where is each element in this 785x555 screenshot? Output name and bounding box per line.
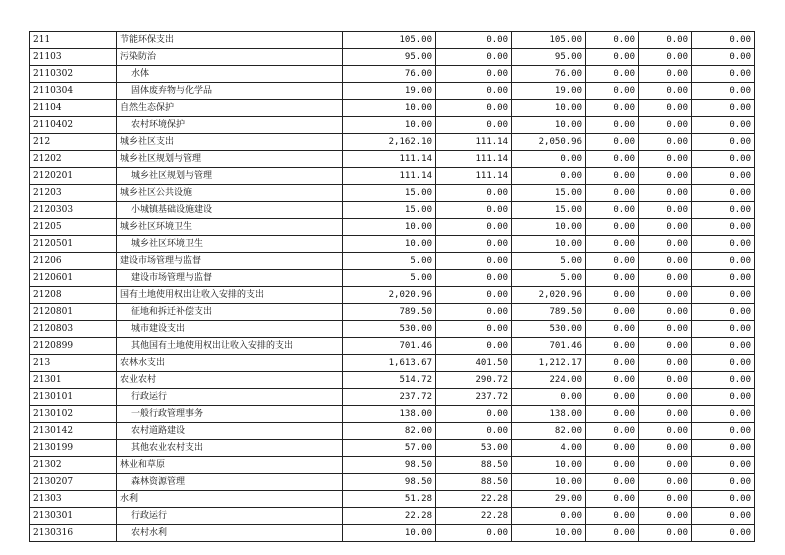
column-4-cell: 0.00 bbox=[586, 304, 639, 321]
column-5-cell: 0.00 bbox=[639, 423, 692, 440]
column-5-cell: 0.00 bbox=[639, 100, 692, 117]
project-expenditure-cell: 2,020.96 bbox=[512, 287, 586, 304]
account-code-cell: 21208 bbox=[30, 287, 117, 304]
table-body bbox=[30, 32, 755, 542]
project-expenditure-cell: 10.00 bbox=[512, 474, 586, 491]
total-amount-cell: 15.00 bbox=[343, 185, 436, 202]
total-amount-cell: 57.00 bbox=[343, 440, 436, 457]
table-row bbox=[30, 236, 755, 253]
table-row bbox=[30, 440, 755, 457]
account-name-cell: 林业和草原 bbox=[117, 457, 343, 474]
account-name-cell: 水利 bbox=[117, 491, 343, 508]
account-name-cell: 节能环保支出 bbox=[117, 32, 343, 49]
project-expenditure-cell: 4.00 bbox=[512, 440, 586, 457]
basic-expenditure-cell: 111.14 bbox=[436, 168, 512, 185]
account-code-cell: 2130101 bbox=[30, 389, 117, 406]
account-name-cell: 其他国有土地使用权出让收入安排的支出 bbox=[117, 338, 343, 355]
account-name-cell: 农业农村 bbox=[117, 372, 343, 389]
column-5-cell: 0.00 bbox=[639, 525, 692, 542]
column-6-cell: 0.00 bbox=[692, 491, 755, 508]
project-expenditure-cell: 530.00 bbox=[512, 321, 586, 338]
basic-expenditure-cell: 0.00 bbox=[436, 525, 512, 542]
column-5-cell: 0.00 bbox=[639, 117, 692, 134]
column-4-cell: 0.00 bbox=[586, 151, 639, 168]
project-expenditure-cell: 10.00 bbox=[512, 100, 586, 117]
project-expenditure-cell: 82.00 bbox=[512, 423, 586, 440]
basic-expenditure-cell: 0.00 bbox=[436, 236, 512, 253]
column-5-cell: 0.00 bbox=[639, 304, 692, 321]
basic-expenditure-cell: 290.72 bbox=[436, 372, 512, 389]
column-6-cell: 0.00 bbox=[692, 134, 755, 151]
project-expenditure-cell: 15.00 bbox=[512, 185, 586, 202]
project-expenditure-cell: 15.00 bbox=[512, 202, 586, 219]
column-6-cell: 0.00 bbox=[692, 32, 755, 49]
project-expenditure-cell: 19.00 bbox=[512, 83, 586, 100]
basic-expenditure-cell: 0.00 bbox=[436, 100, 512, 117]
total-amount-cell: 701.46 bbox=[343, 338, 436, 355]
basic-expenditure-cell: 237.72 bbox=[436, 389, 512, 406]
account-name-cell: 城市建设支出 bbox=[117, 321, 343, 338]
account-name-cell: 城乡社区规划与管理 bbox=[117, 151, 343, 168]
project-expenditure-cell: 138.00 bbox=[512, 406, 586, 423]
account-code-cell: 213 bbox=[30, 355, 117, 372]
account-code-cell: 21103 bbox=[30, 49, 117, 66]
total-amount-cell: 51.28 bbox=[343, 491, 436, 508]
table-row bbox=[30, 49, 755, 66]
column-5-cell: 0.00 bbox=[639, 440, 692, 457]
account-code-cell: 2130316 bbox=[30, 525, 117, 542]
table-row bbox=[30, 100, 755, 117]
account-name-cell: 固体废弃物与化学品 bbox=[117, 83, 343, 100]
table-row bbox=[30, 372, 755, 389]
column-4-cell: 0.00 bbox=[586, 440, 639, 457]
column-4-cell: 0.00 bbox=[586, 372, 639, 389]
account-code-cell: 2120801 bbox=[30, 304, 117, 321]
column-6-cell: 0.00 bbox=[692, 49, 755, 66]
column-6-cell: 0.00 bbox=[692, 287, 755, 304]
basic-expenditure-cell: 0.00 bbox=[436, 219, 512, 236]
account-code-cell: 21203 bbox=[30, 185, 117, 202]
account-code-cell: 21302 bbox=[30, 457, 117, 474]
account-name-cell: 农村水利 bbox=[117, 525, 343, 542]
project-expenditure-cell: 10.00 bbox=[512, 525, 586, 542]
table-row bbox=[30, 406, 755, 423]
table-row bbox=[30, 389, 755, 406]
column-5-cell: 0.00 bbox=[639, 83, 692, 100]
account-name-cell: 农村环境保护 bbox=[117, 117, 343, 134]
account-name-cell: 森林资源管理 bbox=[117, 474, 343, 491]
basic-expenditure-cell: 0.00 bbox=[436, 66, 512, 83]
account-name-cell: 自然生态保护 bbox=[117, 100, 343, 117]
column-4-cell: 0.00 bbox=[586, 423, 639, 440]
account-code-cell: 2120803 bbox=[30, 321, 117, 338]
table-row bbox=[30, 117, 755, 134]
column-5-cell: 0.00 bbox=[639, 508, 692, 525]
account-code-cell: 2120601 bbox=[30, 270, 117, 287]
project-expenditure-cell: 29.00 bbox=[512, 491, 586, 508]
budget-table bbox=[29, 31, 755, 542]
column-4-cell: 0.00 bbox=[586, 185, 639, 202]
column-4-cell: 0.00 bbox=[586, 491, 639, 508]
account-code-cell: 2120303 bbox=[30, 202, 117, 219]
column-6-cell: 0.00 bbox=[692, 304, 755, 321]
basic-expenditure-cell: 88.50 bbox=[436, 474, 512, 491]
column-4-cell: 0.00 bbox=[586, 202, 639, 219]
column-5-cell: 0.00 bbox=[639, 49, 692, 66]
column-6-cell: 0.00 bbox=[692, 321, 755, 338]
table-row bbox=[30, 151, 755, 168]
table-row bbox=[30, 338, 755, 355]
basic-expenditure-cell: 0.00 bbox=[436, 406, 512, 423]
basic-expenditure-cell: 0.00 bbox=[436, 423, 512, 440]
basic-expenditure-cell: 401.50 bbox=[436, 355, 512, 372]
column-5-cell: 0.00 bbox=[639, 185, 692, 202]
account-name-cell: 建设市场管理与监督 bbox=[117, 253, 343, 270]
project-expenditure-cell: 224.00 bbox=[512, 372, 586, 389]
column-5-cell: 0.00 bbox=[639, 321, 692, 338]
total-amount-cell: 98.50 bbox=[343, 457, 436, 474]
project-expenditure-cell: 105.00 bbox=[512, 32, 586, 49]
total-amount-cell: 19.00 bbox=[343, 83, 436, 100]
account-code-cell: 2130199 bbox=[30, 440, 117, 457]
table-row bbox=[30, 83, 755, 100]
account-code-cell: 2110302 bbox=[30, 66, 117, 83]
basic-expenditure-cell: 0.00 bbox=[436, 304, 512, 321]
column-5-cell: 0.00 bbox=[639, 474, 692, 491]
account-name-cell: 城乡社区规划与管理 bbox=[117, 168, 343, 185]
column-4-cell: 0.00 bbox=[586, 236, 639, 253]
column-5-cell: 0.00 bbox=[639, 66, 692, 83]
account-code-cell: 21104 bbox=[30, 100, 117, 117]
total-amount-cell: 10.00 bbox=[343, 219, 436, 236]
total-amount-cell: 514.72 bbox=[343, 372, 436, 389]
project-expenditure-cell: 0.00 bbox=[512, 508, 586, 525]
total-amount-cell: 105.00 bbox=[343, 32, 436, 49]
column-4-cell: 0.00 bbox=[586, 287, 639, 304]
table-row bbox=[30, 202, 755, 219]
account-code-cell: 2130102 bbox=[30, 406, 117, 423]
column-6-cell: 0.00 bbox=[692, 219, 755, 236]
column-6-cell: 0.00 bbox=[692, 389, 755, 406]
table-row bbox=[30, 474, 755, 491]
account-code-cell: 21206 bbox=[30, 253, 117, 270]
account-name-cell: 农林水支出 bbox=[117, 355, 343, 372]
account-code-cell: 21303 bbox=[30, 491, 117, 508]
column-4-cell: 0.00 bbox=[586, 134, 639, 151]
column-6-cell: 0.00 bbox=[692, 457, 755, 474]
table-row bbox=[30, 253, 755, 270]
total-amount-cell: 22.28 bbox=[343, 508, 436, 525]
project-expenditure-cell: 701.46 bbox=[512, 338, 586, 355]
total-amount-cell: 5.00 bbox=[343, 270, 436, 287]
project-expenditure-cell: 10.00 bbox=[512, 457, 586, 474]
basic-expenditure-cell: 0.00 bbox=[436, 32, 512, 49]
column-4-cell: 0.00 bbox=[586, 100, 639, 117]
column-4-cell: 0.00 bbox=[586, 32, 639, 49]
column-5-cell: 0.00 bbox=[639, 236, 692, 253]
project-expenditure-cell: 5.00 bbox=[512, 253, 586, 270]
total-amount-cell: 237.72 bbox=[343, 389, 436, 406]
column-5-cell: 0.00 bbox=[639, 457, 692, 474]
column-6-cell: 0.00 bbox=[692, 270, 755, 287]
account-code-cell: 2130207 bbox=[30, 474, 117, 491]
account-name-cell: 其他农业农村支出 bbox=[117, 440, 343, 457]
table-row bbox=[30, 270, 755, 287]
column-5-cell: 0.00 bbox=[639, 270, 692, 287]
column-4-cell: 0.00 bbox=[586, 168, 639, 185]
column-5-cell: 0.00 bbox=[639, 406, 692, 423]
total-amount-cell: 789.50 bbox=[343, 304, 436, 321]
column-6-cell: 0.00 bbox=[692, 508, 755, 525]
table-row bbox=[30, 457, 755, 474]
table-row bbox=[30, 304, 755, 321]
table-row bbox=[30, 423, 755, 440]
column-5-cell: 0.00 bbox=[639, 355, 692, 372]
project-expenditure-cell: 10.00 bbox=[512, 117, 586, 134]
column-4-cell: 0.00 bbox=[586, 457, 639, 474]
account-name-cell: 农村道路建设 bbox=[117, 423, 343, 440]
project-expenditure-cell: 0.00 bbox=[512, 151, 586, 168]
total-amount-cell: 98.50 bbox=[343, 474, 436, 491]
column-4-cell: 0.00 bbox=[586, 406, 639, 423]
table-row bbox=[30, 355, 755, 372]
column-4-cell: 0.00 bbox=[586, 270, 639, 287]
column-5-cell: 0.00 bbox=[639, 491, 692, 508]
basic-expenditure-cell: 0.00 bbox=[436, 253, 512, 270]
account-code-cell: 21205 bbox=[30, 219, 117, 236]
column-6-cell: 0.00 bbox=[692, 168, 755, 185]
project-expenditure-cell: 10.00 bbox=[512, 236, 586, 253]
table-row bbox=[30, 321, 755, 338]
column-4-cell: 0.00 bbox=[586, 508, 639, 525]
account-code-cell: 2120501 bbox=[30, 236, 117, 253]
account-name-cell: 水体 bbox=[117, 66, 343, 83]
table-row bbox=[30, 168, 755, 185]
column-5-cell: 0.00 bbox=[639, 372, 692, 389]
column-6-cell: 0.00 bbox=[692, 440, 755, 457]
column-4-cell: 0.00 bbox=[586, 338, 639, 355]
total-amount-cell: 15.00 bbox=[343, 202, 436, 219]
column-6-cell: 0.00 bbox=[692, 117, 755, 134]
total-amount-cell: 5.00 bbox=[343, 253, 436, 270]
total-amount-cell: 76.00 bbox=[343, 66, 436, 83]
basic-expenditure-cell: 0.00 bbox=[436, 321, 512, 338]
project-expenditure-cell: 95.00 bbox=[512, 49, 586, 66]
table-row bbox=[30, 219, 755, 236]
account-name-cell: 城乡社区公共设施 bbox=[117, 185, 343, 202]
column-6-cell: 0.00 bbox=[692, 355, 755, 372]
project-expenditure-cell: 10.00 bbox=[512, 219, 586, 236]
basic-expenditure-cell: 0.00 bbox=[436, 270, 512, 287]
basic-expenditure-cell: 22.28 bbox=[436, 508, 512, 525]
account-code-cell: 2130301 bbox=[30, 508, 117, 525]
table-row bbox=[30, 525, 755, 542]
account-code-cell: 21301 bbox=[30, 372, 117, 389]
column-4-cell: 0.00 bbox=[586, 525, 639, 542]
column-4-cell: 0.00 bbox=[586, 83, 639, 100]
total-amount-cell: 111.14 bbox=[343, 168, 436, 185]
account-code-cell: 2120201 bbox=[30, 168, 117, 185]
project-expenditure-cell: 5.00 bbox=[512, 270, 586, 287]
total-amount-cell: 1,613.67 bbox=[343, 355, 436, 372]
basic-expenditure-cell: 0.00 bbox=[436, 338, 512, 355]
column-4-cell: 0.00 bbox=[586, 49, 639, 66]
column-4-cell: 0.00 bbox=[586, 117, 639, 134]
project-expenditure-cell: 789.50 bbox=[512, 304, 586, 321]
table-row bbox=[30, 287, 755, 304]
total-amount-cell: 2,020.96 bbox=[343, 287, 436, 304]
column-6-cell: 0.00 bbox=[692, 338, 755, 355]
account-name-cell: 小城镇基础设施建设 bbox=[117, 202, 343, 219]
basic-expenditure-cell: 0.00 bbox=[436, 202, 512, 219]
total-amount-cell: 111.14 bbox=[343, 151, 436, 168]
column-4-cell: 0.00 bbox=[586, 253, 639, 270]
project-expenditure-cell: 0.00 bbox=[512, 389, 586, 406]
column-6-cell: 0.00 bbox=[692, 151, 755, 168]
table-row bbox=[30, 185, 755, 202]
column-5-cell: 0.00 bbox=[639, 32, 692, 49]
basic-expenditure-cell: 0.00 bbox=[436, 287, 512, 304]
column-4-cell: 0.00 bbox=[586, 389, 639, 406]
column-6-cell: 0.00 bbox=[692, 253, 755, 270]
account-name-cell: 行政运行 bbox=[117, 508, 343, 525]
table-row bbox=[30, 491, 755, 508]
table-row bbox=[30, 508, 755, 525]
column-5-cell: 0.00 bbox=[639, 219, 692, 236]
table-row bbox=[30, 134, 755, 151]
account-code-cell: 2110304 bbox=[30, 83, 117, 100]
column-4-cell: 0.00 bbox=[586, 321, 639, 338]
column-6-cell: 0.00 bbox=[692, 236, 755, 253]
column-6-cell: 0.00 bbox=[692, 525, 755, 542]
column-6-cell: 0.00 bbox=[692, 202, 755, 219]
basic-expenditure-cell: 88.50 bbox=[436, 457, 512, 474]
account-name-cell: 污染防治 bbox=[117, 49, 343, 66]
column-5-cell: 0.00 bbox=[639, 168, 692, 185]
basic-expenditure-cell: 22.28 bbox=[436, 491, 512, 508]
column-4-cell: 0.00 bbox=[586, 219, 639, 236]
column-4-cell: 0.00 bbox=[586, 66, 639, 83]
column-5-cell: 0.00 bbox=[639, 134, 692, 151]
basic-expenditure-cell: 111.14 bbox=[436, 151, 512, 168]
table-row bbox=[30, 32, 755, 49]
account-name-cell: 建设市场管理与监督 bbox=[117, 270, 343, 287]
basic-expenditure-cell: 0.00 bbox=[436, 117, 512, 134]
basic-expenditure-cell: 0.00 bbox=[436, 83, 512, 100]
total-amount-cell: 138.00 bbox=[343, 406, 436, 423]
account-name-cell: 行政运行 bbox=[117, 389, 343, 406]
column-4-cell: 0.00 bbox=[586, 355, 639, 372]
total-amount-cell: 10.00 bbox=[343, 117, 436, 134]
total-amount-cell: 530.00 bbox=[343, 321, 436, 338]
account-name-cell: 城乡社区支出 bbox=[117, 134, 343, 151]
basic-expenditure-cell: 111.14 bbox=[436, 134, 512, 151]
total-amount-cell: 2,162.10 bbox=[343, 134, 436, 151]
column-5-cell: 0.00 bbox=[639, 253, 692, 270]
account-code-cell: 2120899 bbox=[30, 338, 117, 355]
project-expenditure-cell: 76.00 bbox=[512, 66, 586, 83]
basic-expenditure-cell: 0.00 bbox=[436, 49, 512, 66]
total-amount-cell: 10.00 bbox=[343, 100, 436, 117]
total-amount-cell: 82.00 bbox=[343, 423, 436, 440]
basic-expenditure-cell: 0.00 bbox=[436, 185, 512, 202]
column-6-cell: 0.00 bbox=[692, 372, 755, 389]
account-name-cell: 城乡社区环境卫生 bbox=[117, 219, 343, 236]
account-name-cell: 一般行政管理事务 bbox=[117, 406, 343, 423]
account-code-cell: 21202 bbox=[30, 151, 117, 168]
column-6-cell: 0.00 bbox=[692, 406, 755, 423]
column-6-cell: 0.00 bbox=[692, 66, 755, 83]
account-name-cell: 国有土地使用权出让收入安排的支出 bbox=[117, 287, 343, 304]
column-6-cell: 0.00 bbox=[692, 474, 755, 491]
column-5-cell: 0.00 bbox=[639, 389, 692, 406]
total-amount-cell: 10.00 bbox=[343, 525, 436, 542]
account-name-cell: 征地和拆迁补偿支出 bbox=[117, 304, 343, 321]
project-expenditure-cell: 2,050.96 bbox=[512, 134, 586, 151]
account-name-cell: 城乡社区环境卫生 bbox=[117, 236, 343, 253]
account-code-cell: 2130142 bbox=[30, 423, 117, 440]
project-expenditure-cell: 1,212.17 bbox=[512, 355, 586, 372]
column-6-cell: 0.00 bbox=[692, 185, 755, 202]
basic-expenditure-cell: 53.00 bbox=[436, 440, 512, 457]
column-5-cell: 0.00 bbox=[639, 338, 692, 355]
column-6-cell: 0.00 bbox=[692, 83, 755, 100]
table-row bbox=[30, 66, 755, 83]
column-6-cell: 0.00 bbox=[692, 423, 755, 440]
project-expenditure-cell: 0.00 bbox=[512, 168, 586, 185]
column-6-cell: 0.00 bbox=[692, 100, 755, 117]
total-amount-cell: 10.00 bbox=[343, 236, 436, 253]
account-code-cell: 2110402 bbox=[30, 117, 117, 134]
column-5-cell: 0.00 bbox=[639, 202, 692, 219]
column-5-cell: 0.00 bbox=[639, 287, 692, 304]
account-code-cell: 212 bbox=[30, 134, 117, 151]
account-code-cell: 211 bbox=[30, 32, 117, 49]
column-4-cell: 0.00 bbox=[586, 474, 639, 491]
column-5-cell: 0.00 bbox=[639, 151, 692, 168]
total-amount-cell: 95.00 bbox=[343, 49, 436, 66]
